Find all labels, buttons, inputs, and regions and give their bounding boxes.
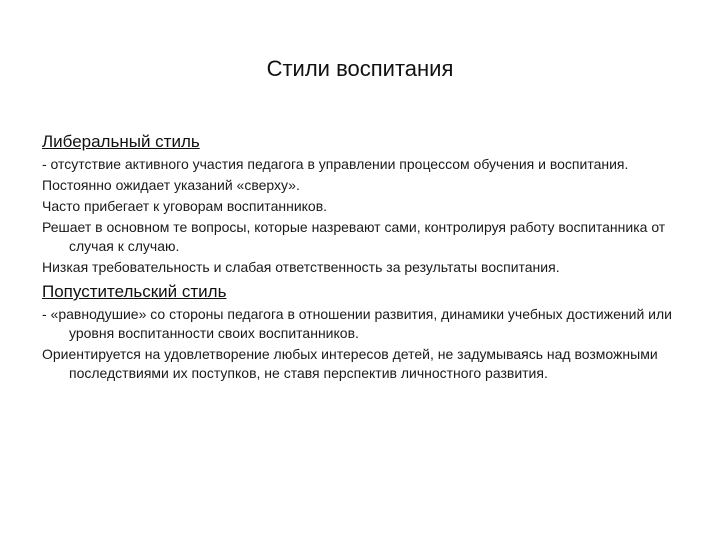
section-heading-permissive: Попустительский стиль — [42, 282, 227, 301]
paragraph-liberal-low-demands: Низкая требовательность и слабая ответственность за результаты воспитания. — [42, 259, 560, 275]
section-heading-liberal: Либеральный стиль — [42, 132, 200, 151]
paragraph-liberal-definition: - отсутствие активного участия педагога в управлении процессом обучения и воспитания. — [42, 156, 629, 172]
paragraph-liberal-persuasion: Часто прибегает к уговорам воспитанников. — [42, 198, 328, 214]
paragraph-liberal-decisions: Решает в основном те вопросы, которые назревают сами, контролируя работу воспитанника от случая к случаю. — [42, 219, 666, 254]
paragraph-permissive-orientation: Ориентируется на удовлетворение любых интересов детей, не задумываясь над возможными последствиями их поступков, не ставя перспектив личностного развития. — [42, 346, 658, 381]
paragraph-permissive-definition: - «равнодушие» со стороны педагога в отношении развития, динамики учебных достижений или уровня воспитанности своих воспитанников. — [42, 306, 672, 341]
section-permissive-style — [42, 280, 682, 383]
slide-content — [42, 130, 682, 385]
paragraph-liberal-awaits-instructions: Постоянно ожидает указаний «сверху». — [42, 177, 300, 193]
section-liberal-style — [42, 130, 682, 277]
slide-title: Стили воспитания — [266, 56, 454, 81]
